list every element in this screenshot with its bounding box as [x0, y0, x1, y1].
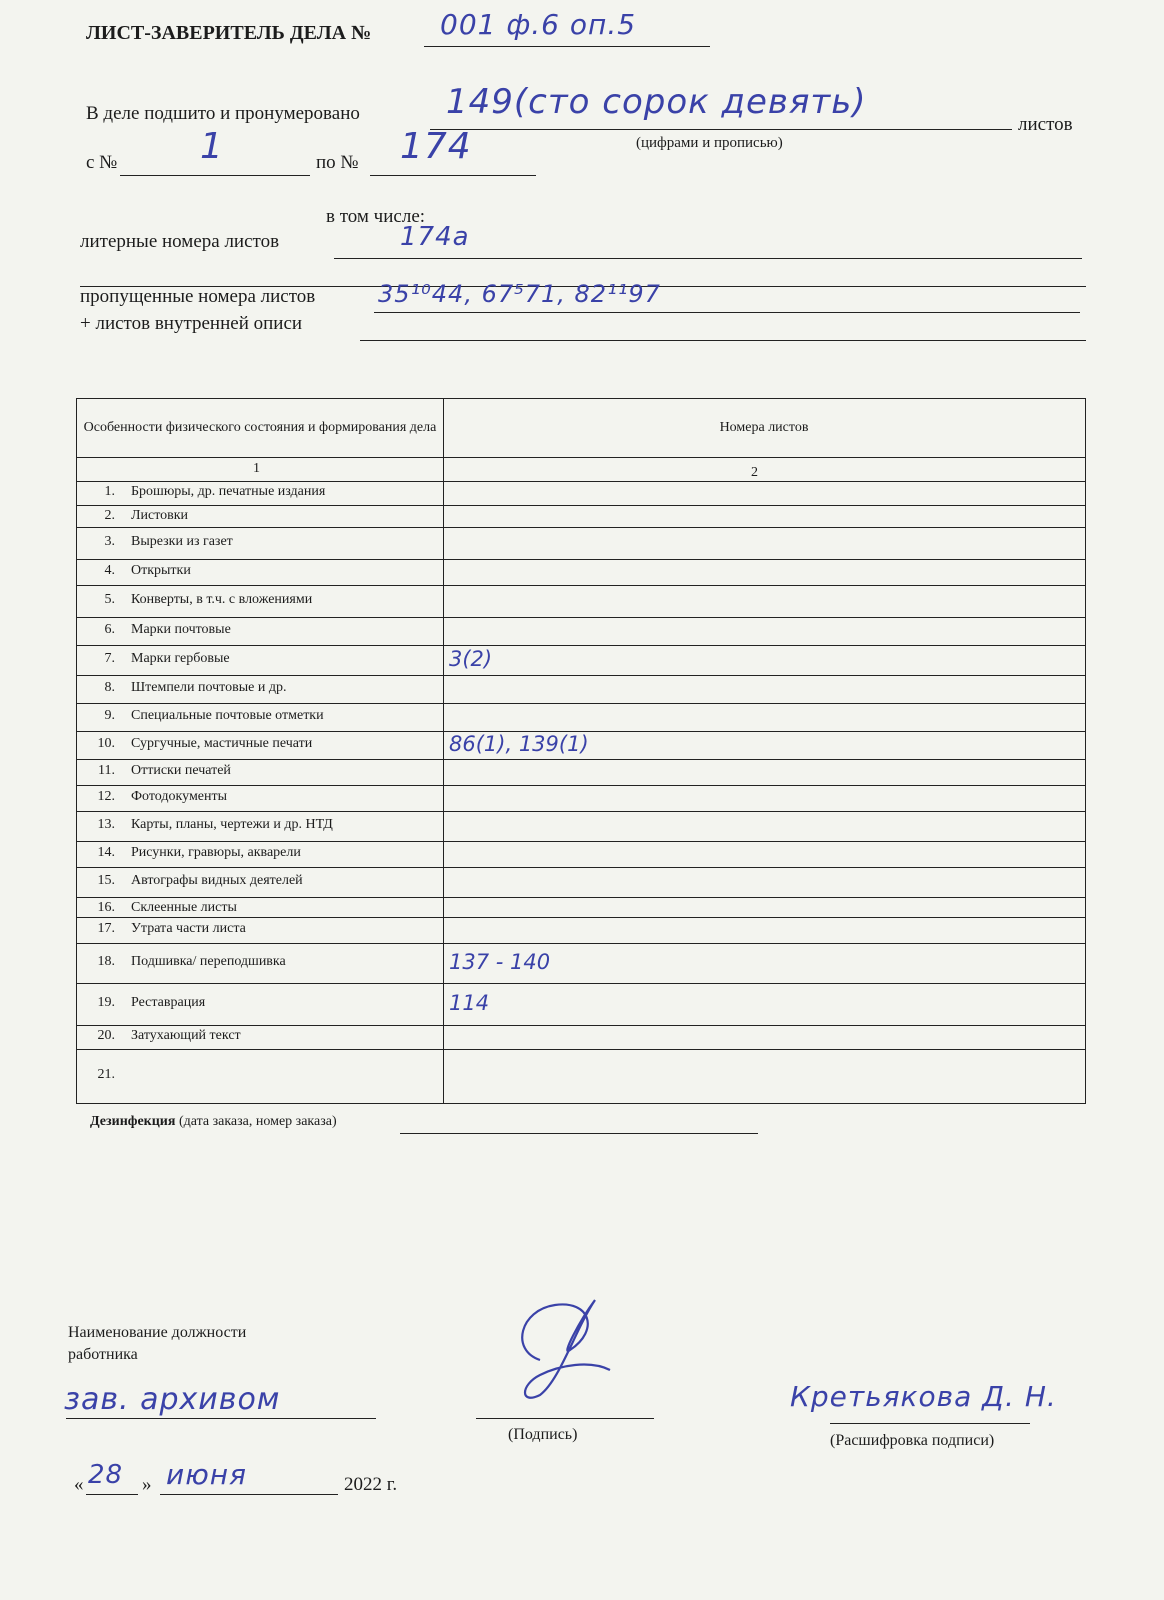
- row-number: 9.: [104, 708, 115, 723]
- row-number: 17.: [97, 921, 115, 936]
- row-label: Открытки: [131, 563, 191, 578]
- row-label: Реставрация: [131, 995, 206, 1010]
- column-2-header: Номера листов: [719, 420, 809, 435]
- row-number: 13.: [97, 817, 115, 832]
- table-row: [77, 645, 1085, 676]
- row-number: 18.: [97, 954, 115, 969]
- row-number: 3.: [104, 534, 115, 549]
- letter-label: литерные номера листов: [80, 231, 280, 252]
- row-number: 8.: [104, 680, 115, 695]
- row-label: Сургучные, мастичные печати: [131, 736, 313, 751]
- decode-value: Кретьякова Д. Н.: [790, 1380, 1057, 1413]
- row-label: Подшивка/ переподшивка: [131, 954, 286, 969]
- table-row: [77, 897, 1085, 918]
- table-row: [77, 841, 1085, 868]
- day-line: [86, 1494, 138, 1495]
- skipped-label: пропущенные номера листов: [80, 286, 316, 307]
- disinfection-bold: Дезинфекция: [90, 1114, 176, 1129]
- including-label: в том числе:: [326, 206, 426, 227]
- page-title: ЛИСТ-ЗАВЕРИТЕЛЬ ДЕЛА №: [86, 22, 372, 44]
- table-row: [77, 983, 1085, 1026]
- row-number: 15.: [97, 873, 115, 888]
- row-label: Марки почтовые: [131, 622, 231, 637]
- row-label: Штемпели почтовые и др.: [131, 680, 287, 695]
- signature-line: [476, 1418, 654, 1419]
- row-number: 14.: [97, 845, 115, 860]
- date-day: 28: [88, 1460, 124, 1490]
- from-line: [120, 175, 310, 176]
- row-label: Затухающий текст: [131, 1028, 241, 1043]
- row-number: 16.: [97, 900, 115, 915]
- row-number: 1.: [104, 484, 115, 499]
- table-row: [77, 811, 1085, 842]
- sheets-word: листов: [1018, 114, 1073, 135]
- letter-value: 174а: [400, 222, 470, 252]
- table-row: [77, 617, 1085, 646]
- index-row: [77, 457, 1085, 482]
- row-sheet-numbers: 137 - 140: [449, 950, 551, 974]
- row-number: 4.: [104, 563, 115, 578]
- row-number: 12.: [97, 789, 115, 804]
- row-label: Автографы видных деятелей: [131, 873, 303, 888]
- case-number-line: [424, 46, 710, 47]
- filed-line: [430, 129, 1012, 130]
- row-number: 5.: [104, 592, 115, 607]
- row-label: Конверты, в т.ч. с вложениями: [131, 592, 313, 607]
- column-1-index: 1: [253, 461, 260, 476]
- row-number: 10.: [97, 736, 115, 751]
- disinfection-rest: (дата заказа, номер заказа): [178, 1114, 337, 1129]
- position-label-2: работника: [68, 1346, 138, 1363]
- physical-state-table: [76, 398, 1086, 1104]
- disinfection-line: [400, 1133, 758, 1134]
- table-row: [77, 867, 1085, 898]
- row-label: Листовки: [131, 508, 189, 523]
- case-number-value: 001 ф.6 оп.5: [440, 8, 637, 41]
- table-row: [77, 943, 1085, 984]
- row-label: Специальные почтовые отметки: [131, 708, 324, 723]
- from-label: с №: [86, 152, 118, 173]
- table-row: [77, 527, 1085, 560]
- row-label: Склеенные листы: [131, 900, 237, 915]
- row-sheet-numbers: 3(2): [449, 647, 493, 671]
- to-label: по №: [316, 152, 359, 173]
- letter-line: [334, 258, 1082, 259]
- table-row: [77, 585, 1085, 618]
- row-label: Брошюры, др. печатные издания: [131, 484, 326, 499]
- row-label: Вырезки из газет: [131, 534, 233, 549]
- table-row: [77, 1049, 1085, 1103]
- table-row: [77, 481, 1085, 506]
- row-label: Рисунки, гравюры, акварели: [131, 845, 301, 860]
- table-row: [77, 917, 1085, 944]
- inner-line: [360, 340, 1086, 341]
- position-line: [66, 1418, 376, 1419]
- row-label: Фотодокументы: [131, 789, 228, 804]
- row-label: Утрата части листа: [131, 921, 246, 936]
- decode-line: [830, 1423, 1030, 1424]
- table-row: [77, 505, 1085, 528]
- table-row: [77, 759, 1085, 786]
- date-month: июня: [166, 1458, 247, 1491]
- table-row: [77, 1025, 1085, 1050]
- filed-label: В деле подшито и пронумеровано: [86, 103, 360, 124]
- position-value: зав. архивом: [64, 1382, 281, 1417]
- table-row: [77, 675, 1085, 704]
- table-row: [77, 785, 1085, 812]
- digits-hint: (цифрами и прописью): [636, 135, 783, 151]
- decode-label: (Расшифровка подписи): [830, 1432, 995, 1449]
- row-label: Оттиски печатей: [131, 763, 231, 778]
- inner-label: + листов внутренней описи: [80, 313, 303, 334]
- row-label: Карты, планы, чертежи и др. НТД: [131, 817, 333, 832]
- month-line: [160, 1494, 338, 1495]
- to-line: [370, 175, 536, 176]
- table-row: [77, 703, 1085, 732]
- row-sheet-numbers: 114: [449, 991, 490, 1015]
- to-value: 174: [400, 126, 472, 167]
- signature: [500, 1290, 620, 1410]
- disinfection-line-text: [90, 1114, 337, 1130]
- from-value: 1: [200, 126, 224, 167]
- position-label-1: Наименование должности: [68, 1324, 247, 1341]
- row-number: 7.: [104, 651, 115, 666]
- skipped-value: 35¹⁰44, 67⁵71, 82¹¹97: [378, 280, 661, 308]
- table-row: [77, 731, 1085, 760]
- column-2-index: 2: [751, 465, 758, 480]
- row-sheet-numbers: 86(1), 139(1): [449, 732, 589, 756]
- date-quote-close: »: [142, 1474, 152, 1495]
- date-year: 2022 г.: [344, 1474, 398, 1495]
- column-1-header: Особенности физического состояния и формирования дела: [83, 420, 437, 435]
- row-label: Марки гербовые: [131, 651, 230, 666]
- filed-value: 149(сто сорок девять): [446, 82, 867, 122]
- row-number: 20.: [97, 1028, 115, 1043]
- signature-label: (Подпись): [508, 1426, 578, 1443]
- row-number: 6.: [104, 622, 115, 637]
- date-quote-open: «: [74, 1474, 84, 1495]
- row-number: 19.: [97, 995, 115, 1010]
- table-row: [77, 559, 1085, 586]
- row-number: 11.: [98, 763, 115, 778]
- skipped-line: [374, 312, 1080, 313]
- row-number: 21.: [97, 1067, 115, 1082]
- row-number: 2.: [104, 508, 115, 523]
